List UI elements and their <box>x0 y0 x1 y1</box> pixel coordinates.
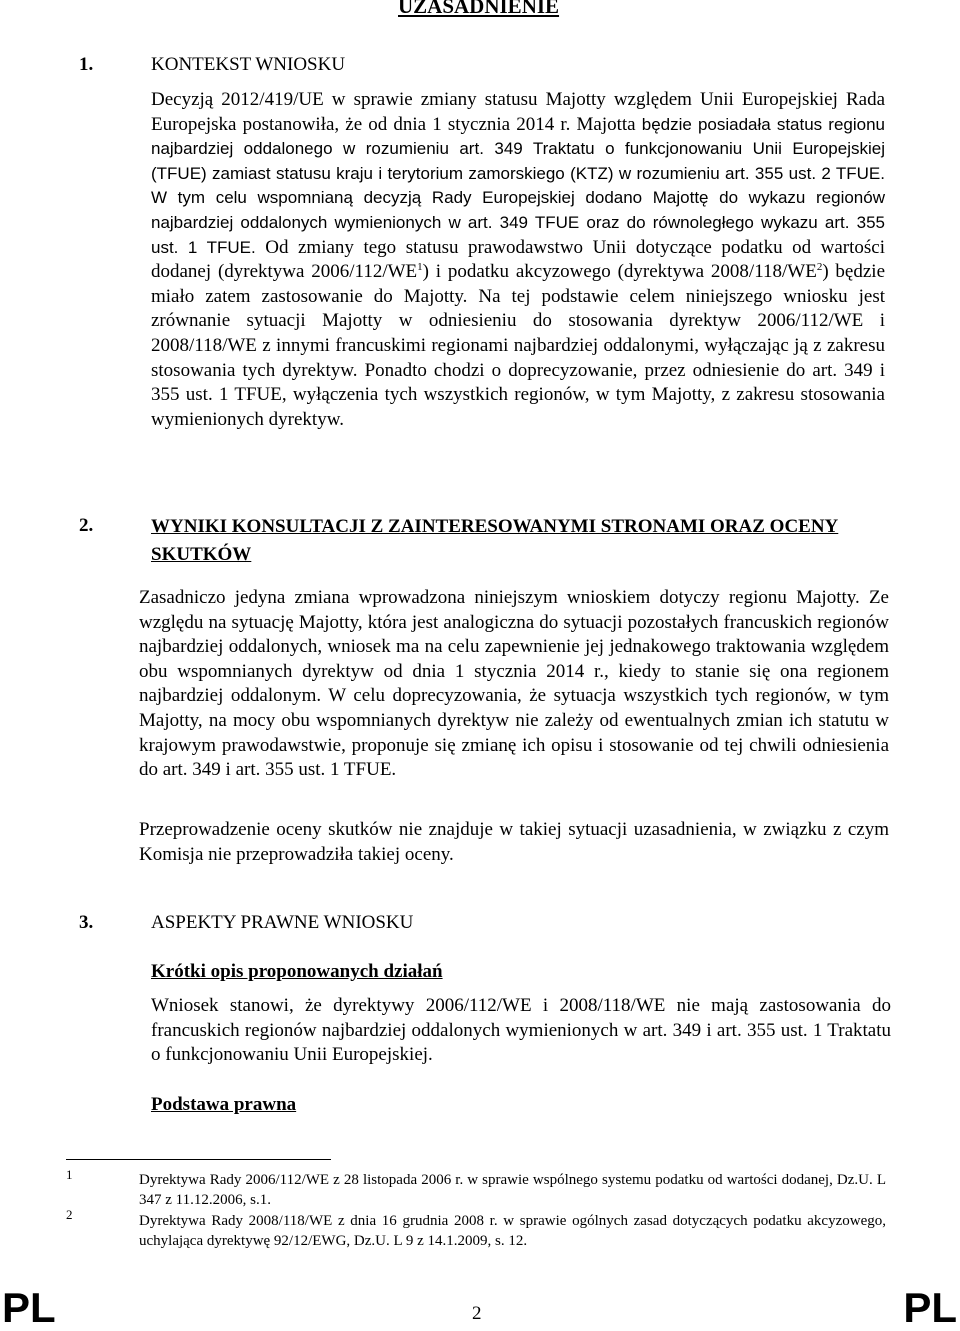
section-2-paragraph-2: Przeprowadzenie oceny skutków nie znajduje w takiej sytuacji uzasadnienia, w związku z czym Komisja nie przeprowadziła takiej oceny. <box>139 819 889 865</box>
section-1-paragraph-start: Decyzją 2012/419/UE w sprawie zmiany statusu Majotty względem Unii Europejskiej Rada Europejska postanowiła, że od dnia 1 stycznia 2014 r. Majotta <box>151 89 885 135</box>
section-3-subheading-legal-basis: Podstawa prawna <box>151 1094 297 1115</box>
footer-language-right: PL <box>903 1284 957 1331</box>
section-2-heading: WYNIKI KONSULTACJI Z ZAINTERESOWANYMI STRONAMI ORAZ OCENY SKUTKÓW <box>151 516 839 565</box>
section-1-number: 1. <box>79 54 94 75</box>
footnote-2-text: Dyrektywa Rady 2008/118/WE z dnia 16 grudnia 2008 r. w sprawie ogólnych zasad dotyczących podatku akcyzowego, uchylająca dyrektywę 92/12/EWG, Dz.U. L 9 z 14.1.2009, s. 12. <box>139 1213 886 1249</box>
footnote-ref-1: 1 <box>417 261 423 274</box>
section-1-heading: KONTEKST WNIOSKU <box>151 54 346 75</box>
section-2-paragraph-1: Zasadniczo jedyna zmiana wprowadzona niniejszym wnioskiem dotyczy regionu Majotty. Ze względu na sytuację Majotty, która jest analogiczna do sytuacji pozostałych francuskich regionów najbardziej oddalonych, wniosek ma na celu zapewnienie jej jednakowego traktowania względem obu wspomnianych dyrektyw od dnia 1 stycznia 2014 r., kiedy to stanie się ona regionem najbardziej oddalonym. W celu doprecyzowania, że sytuacja wszystkich tych regionów, w tym Majotty, na mocy obu wspomnianych dyrektyw nie zależy od ewentualnych zmian ich statutu w krajowym prawodawstwie, proponuje się zmianę ich opisu i stosowanie od tej chwili odniesienia do art. 349 i art. 355 ust. 1 TFUE. <box>139 587 889 781</box>
section-1-body <box>151 88 885 432</box>
section-3-paragraph-1: Wniosek stanowi, że dyrektywy 2006/112/WE i 2008/118/WE nie mają zastosowania do francuskich regionów najbardziej oddalonych wymienionych w art. 349 i art. 355 ust. 1 Traktatu o funkcjonowaniu Unii Europejskiej. <box>151 995 891 1066</box>
section-2-number: 2. <box>79 515 94 536</box>
footnote-1-text: Dyrektywa Rady 2006/112/WE z 28 listopada 2006 r. w sprawie wspólnego systemu podatku od wartości dodanej, Dz.U. L 347 z 11.12.2006, s.1. <box>139 1172 886 1208</box>
footnote-ref-2: 2 <box>816 261 823 274</box>
page-number: 2 <box>472 1303 482 1324</box>
footnote-divider <box>66 1159 331 1160</box>
section-3-number: 3. <box>79 912 94 933</box>
footnote-2-number: 2 <box>66 1207 73 1222</box>
section-1-paragraph-sans: będzie posiadała status regionu najbardziej oddalonego w rozumieniu art. 349 Traktatu o funkcjonowaniu Unii Europejskiej (TFUE) zamiast statusu kraju i terytorium zamorskiego (KTZ) w rozumieniu art. 355 ust. 2 TFUE. W tym celu wspomnianą decyzją Rady Europejskiej dodano Majottę do wykazu regionów najbardziej oddalonych wymienionych w art. 349 TFUE oraz do równoległego wykazu art. 355 ust. 1 TFUE. <box>151 114 885 257</box>
section-1-paragraph-rest-b: ) i podatku akcyzowego (dyrektywa 2008/118/WE <box>422 261 817 283</box>
section-1-paragraph-rest-c: ) będzie miało zatem zastosowanie do Majotty. Na tej podstawie celem niniejszego wniosku jest zrównanie sytuacji Majotty w odniesieniu do stosowania dyrektyw 2006/112/WE i 2008/118/WE z innymi francuskimi regionami najbardziej oddalonymi, wyłączając ją z zakresu stosowania tych dyrektyw. Ponadto chodzi o doprecyzowanie, przez odniesienie do art. 349 i 355 ust. 1 TFUE, wyłączenia tych wszystkich regionów, w tym Majotty, z zakresu stosowania wymienionych dyrektyw. <box>151 261 886 430</box>
footnote-1-number: 1 <box>66 1167 73 1182</box>
footer-language-left: PL <box>2 1284 56 1331</box>
section-3-heading: ASPEKTY PRAWNE WNIOSKU <box>151 912 414 933</box>
section-1-paragraph-rest-a: Od zmiany tego statusu prawodawstwo Unii dotyczące podatku od wartości dodanej (dyrektywa 2006/112/WE <box>151 236 886 283</box>
document-title: UZASADNIENIE <box>398 0 560 18</box>
section-3-subheading-summary: Krótki opis proponowanych działań <box>151 961 443 982</box>
